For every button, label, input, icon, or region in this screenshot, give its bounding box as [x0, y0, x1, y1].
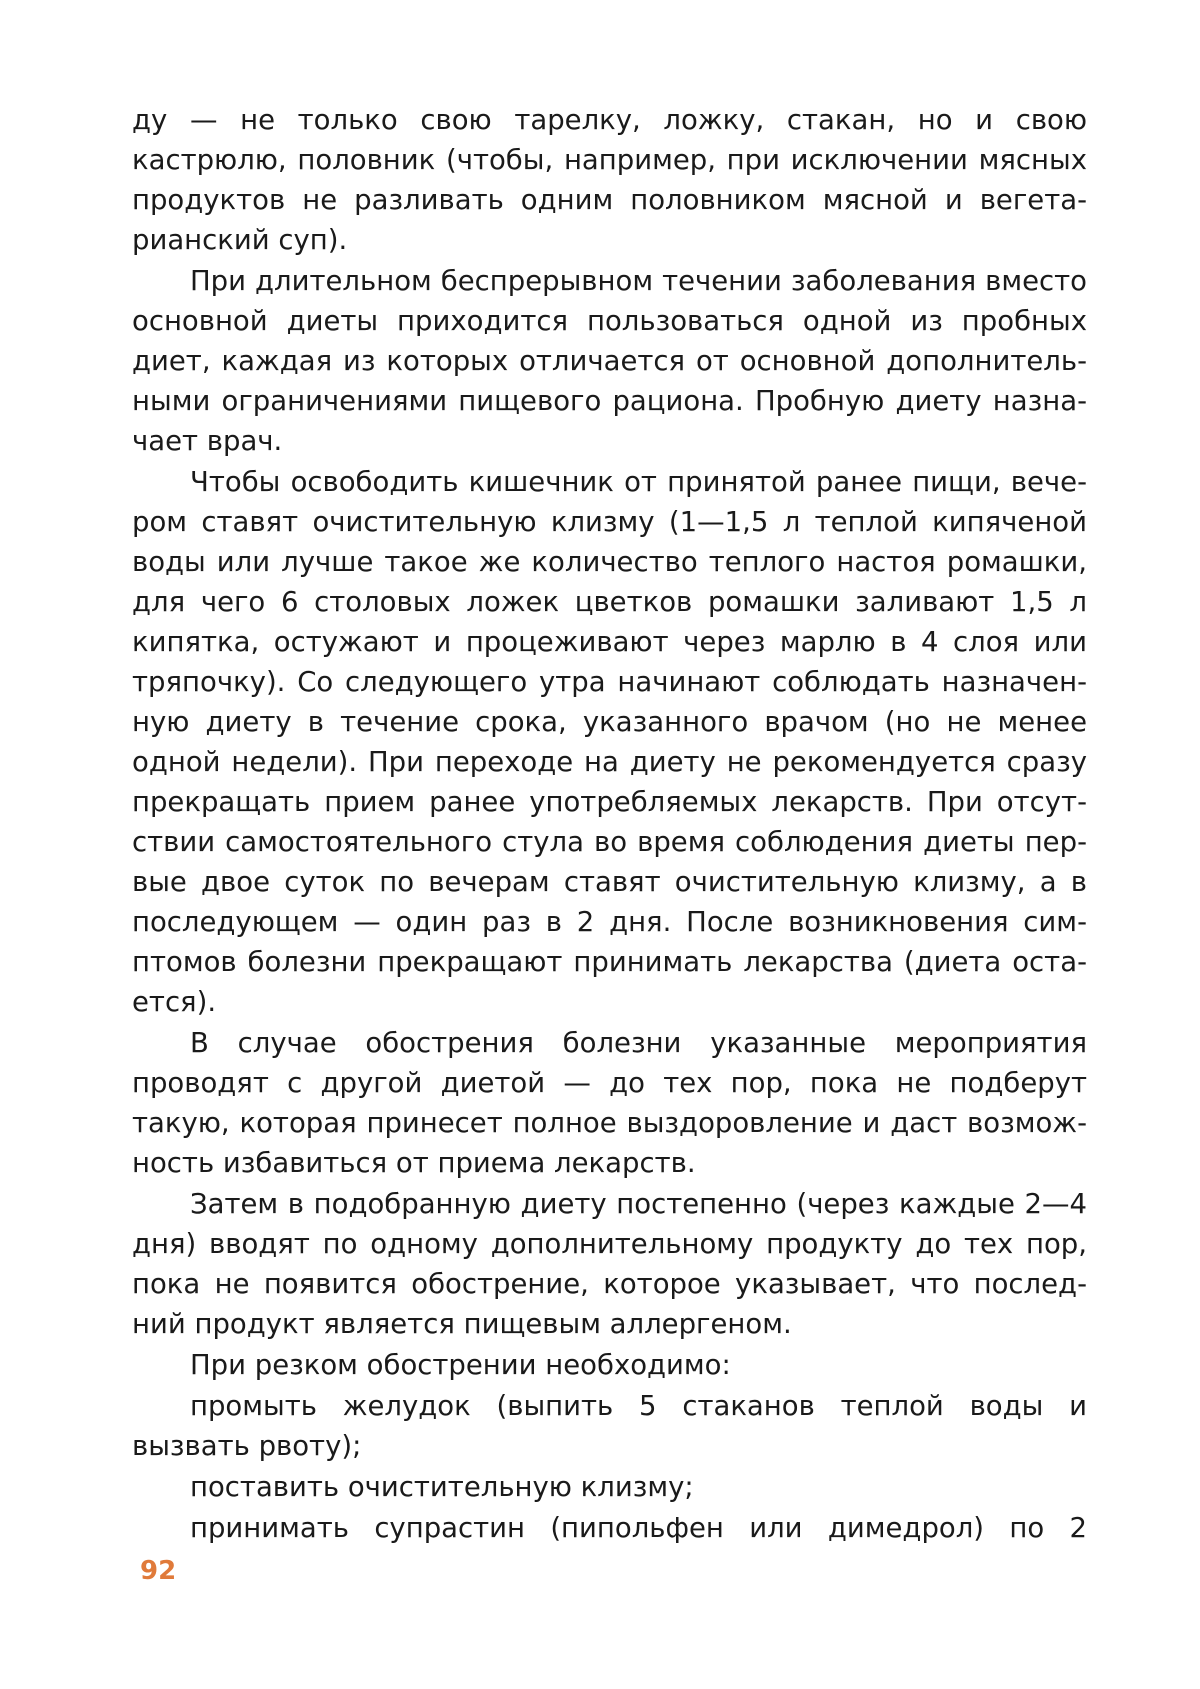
- list-item-stomach-wash: промыть желудок (выпить 5 стаканов теплой воды и вызвать рвоту);: [132, 1390, 1087, 1462]
- page-body: [132, 100, 1087, 1548]
- paragraph-enema-procedure: Чтобы освободить кишечник от принятой ранее пищи, вечером ставят очистительную клизму (1—1,5 л теплой кипяченой воды или лучше такое же количество теплого настоя ромашки, для чего 6 столовых ложек цветков ромашки заливают 1,5 л кипятка, остужают и процеживают через марлю в 4 слоя или тряпочку). Со следующего утра начинают соблюдать назначенную диету в течение срока, указанного врачом (но не менее одной недели). При переходе на диету не рекомендуется сразу прекращать прием ранее употребляемых лекарств. При отсутствии самостоятельного стула во время соблюдения диеты первые двое суток по вечерам ставят очистительную клизму, а в последующем — один раз в 2 дня. После возникновения симптомов болезни прекращают принимать лекарства (диета остается).: [132, 466, 1087, 1018]
- list-item-suprastin: принимать супрастин (пипольфен или димедрол) по 2: [190, 1512, 1087, 1544]
- paragraph-allergen-detection: Затем в подобранную диету постепенно (через каждые 2—4 дня) вводят по одному дополнительному продукту до тех пор, пока не появится обострение, которое указывает, что последний продукт является пищевым аллергеном.: [132, 1188, 1087, 1340]
- paragraph-exacerbation: В случае обострения болезни указанные мероприятия проводят с другой диетой — до тех пор, пока не подберут такую, которая принесет полное выздоровление и даст возможность избавиться от приема лекарств.: [132, 1027, 1087, 1179]
- paragraph-acute-exacerbation-intro: При резком обострении необходимо:: [190, 1349, 731, 1381]
- page-number: 92: [140, 1556, 177, 1586]
- paragraph-continuation: ду — не только свою тарелку, ложку, стакан, но и свою кастрюлю, половник (чтобы, например, при исключении мясных продуктов не разливать одним половником мясной и вегетарианский суп).: [132, 104, 1087, 256]
- paragraph-trial-diets: При длительном беспрерывном течении заболевания вместо основной диеты приходится пользоваться одной из пробных диет, каждая из которых отличается от основной дополнительными ограничениями пищевого рациона. Пробную диету назначает врач.: [132, 265, 1087, 457]
- list-item-enema: поставить очистительную клизму;: [190, 1471, 694, 1503]
